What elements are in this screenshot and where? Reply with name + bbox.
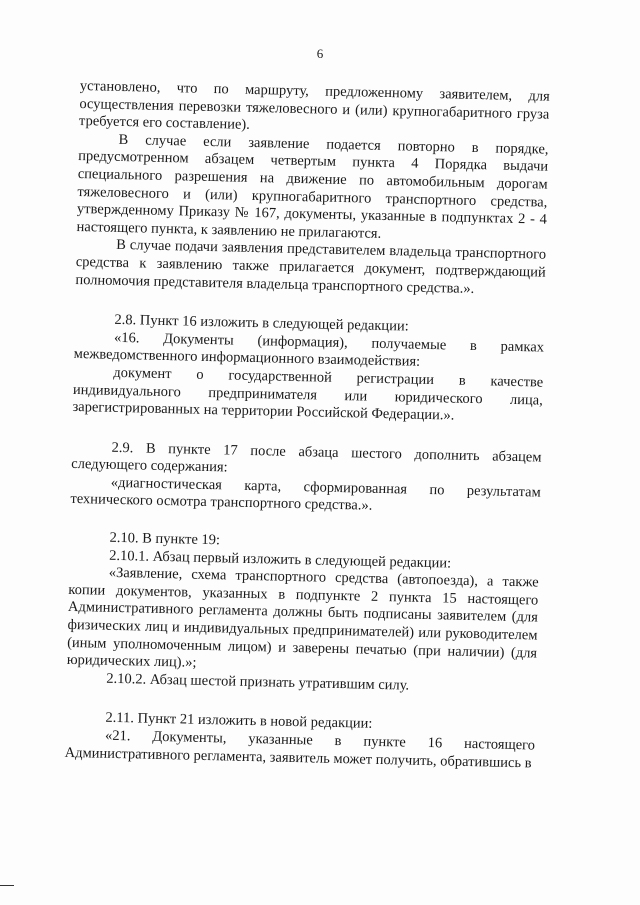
clause-2-10-1-text: «Заявление, схема транспортного средства (автопоезда), а также копии документов, указанных в подпункте 2 пункта 15 настоящего Административного регламента должны быть подписаны заявителем (для физических лиц и индивидуальных предпринимателей) или руководителем (иным уполномоченным лицом) и заверены печатью (при наличии) (для юридических лиц).»;: [66, 565, 539, 672]
paragraph-repeat-application: В случае если заявление подается повторно в порядке, предусмотренном абзацем четвертым пункта 4 Порядка выдачи специального разрешения на движение по автомобильным дорогам тяжеловесного и (или) крупногабаритного транспортного средства, утвержденному Приказу № 167, документы, указанные в подпунктах 2 - 4 настоящего пункта, к заявлению не прилагаются.: [76, 131, 549, 242]
clause-2-10-heading: 2.10. В пункте 19:: [109, 529, 221, 549]
clause-2-8-heading: 2.8. Пункт 16 изложить в следующей редакции:: [114, 311, 409, 335]
clause-2-10-2: 2.10.2. Абзац шестой признать утратившим силу.: [106, 670, 410, 694]
clause-2-9-text: «диагностическая карта, сформированная по результатам технического осмотра транспортного средства.».: [70, 474, 541, 515]
clause-21-text: «21. Документы, указанные в пункте 16 настоящего Административного регламента, заявитель может получить, обратившись в: [64, 727, 536, 772]
clause-2-10-1-heading: 2.10.1. Абзац первый изложить в следующей редакции:: [108, 547, 452, 572]
document-body: [64, 78, 549, 773]
clause-16-text: «16. Документы (информация), получаемые в рамках межведомственного информационного взаимодействия:: [73, 329, 545, 371]
clause-2-11-heading: 2.11. Пункт 21 изложить в новой редакции:: [105, 710, 373, 733]
page-number: 6: [316, 46, 324, 61]
paragraph-continuation: установлено, что по маршруту, предложенному заявителем, для осуществления перевозки тяжеловесного и (или) крупногабаритного груза требуется его составление).: [78, 78, 550, 134]
paragraph-representative: В случае подачи заявления представителем владельца транспортного средства к заявлению также прилагается документ, подтверждающий полномочия представителя владельца транспортного средства.».: [75, 237, 547, 297]
clause-2-9-heading: 2.9. В пункте 17 после абзаца шестого дополнить абзацем следующего содержания:: [71, 439, 542, 476]
scan-edge-mark: [0, 885, 14, 886]
clause-16-document: документ о государственной регистрации в качестве индивидуального предпринимателя или юридического лица, зарегистрированных на территории Российской Федерации.».: [72, 364, 544, 424]
